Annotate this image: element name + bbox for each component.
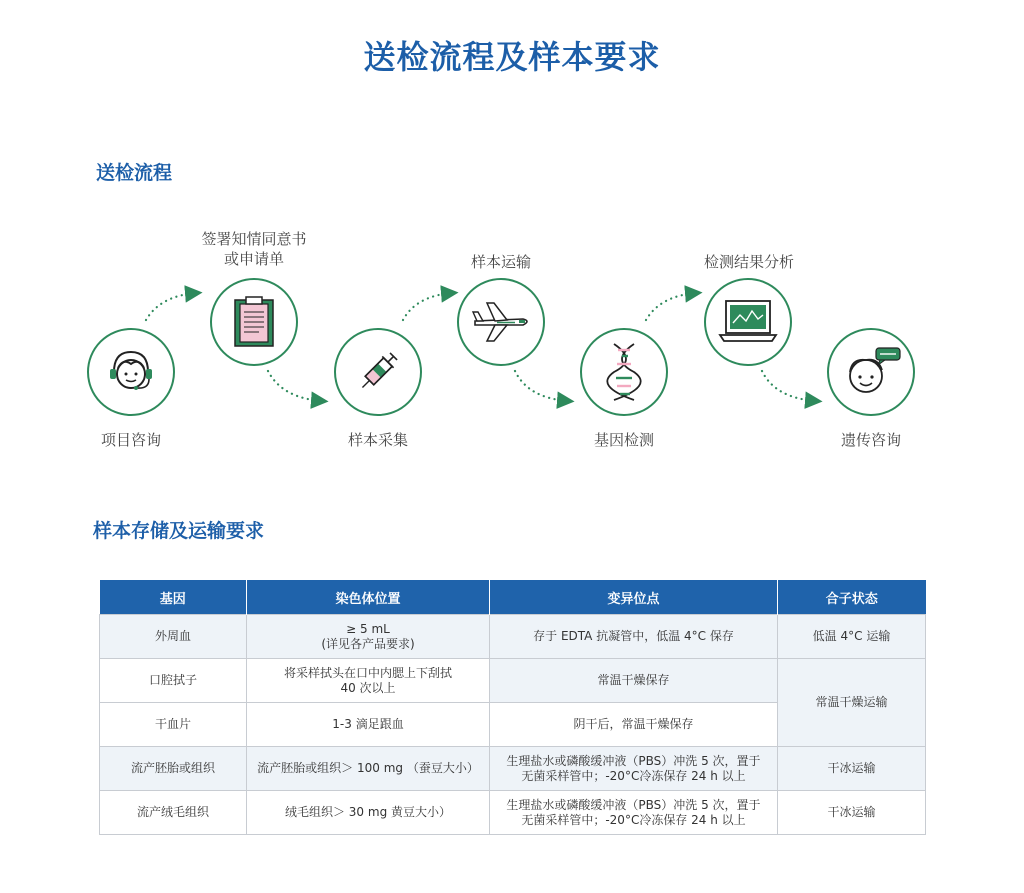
- cell-line: 生理盐水或磷酸缓冲液（PBS）冲洗 5 次，置于: [506, 753, 761, 768]
- column-header: 基因: [100, 580, 247, 615]
- arrow-5: [646, 293, 696, 320]
- requirements-table: [99, 580, 926, 835]
- step-label-genetic-counseling: 遗传咨询: [840, 431, 901, 449]
- cell-line: 无菌采样管中；-20°C冷冻保存 24 h 以上: [521, 812, 746, 827]
- table-header-row: [100, 580, 926, 615]
- table-row: [100, 615, 926, 659]
- step-consultation: [87, 328, 175, 416]
- step-testing: [580, 328, 668, 416]
- arrow-4: [515, 371, 568, 401]
- cell-line: (详见各产品要求): [321, 636, 415, 651]
- step-label-sampling: 样本采集: [347, 431, 408, 449]
- table-cell: 干冰运输: [778, 791, 926, 835]
- step-label-analysis: 检测结果分析: [703, 253, 794, 271]
- table-cell: 干血片: [100, 703, 247, 747]
- arrow-1: [146, 293, 196, 320]
- column-header: 合子状态: [778, 580, 926, 615]
- step-label-consent: [174, 229, 334, 269]
- step-label-consent-line1: 签署知情同意书: [201, 230, 307, 248]
- person-speech-bubble-icon: [838, 342, 904, 402]
- headset-person-icon: [101, 342, 161, 402]
- table-cell: 流产胚胎或组织＞ 100 mg （蚕豆大小）: [247, 747, 490, 791]
- syringe-icon: [350, 344, 406, 400]
- table-cell: 存于 EDTA 抗凝管中，低温 4°C 保存: [490, 615, 778, 659]
- table-cell: 绒毛组织＞ 30 mg 黄豆大小）: [247, 791, 490, 835]
- table-row: [100, 747, 926, 791]
- cell-line: 无菌采样管中；-20°C冷冻保存 24 h 以上: [521, 768, 746, 783]
- airplane-icon: [469, 297, 533, 347]
- step-label-testing: 基因检测: [593, 431, 654, 449]
- column-header: 染色体位置: [247, 580, 490, 615]
- table-cell-merged: 常温干燥运输: [778, 659, 926, 747]
- table-cell: 流产绒毛组织: [100, 791, 247, 835]
- arrow-2: [268, 371, 322, 401]
- arrow-6: [762, 371, 816, 401]
- page-title: 送检流程及样本要求: [363, 38, 661, 76]
- step-analysis: [704, 278, 792, 366]
- step-label-transport: 样本运输: [470, 253, 531, 271]
- step-sampling: [334, 328, 422, 416]
- arrow-3: [403, 293, 452, 320]
- requirements-section-title: 样本存储及运输要求: [93, 520, 265, 542]
- cell-line: 生理盐水或磷酸缓冲液（PBS）冲洗 5 次，置于: [506, 797, 761, 812]
- cell-line: ≥ 5 mL: [346, 621, 390, 636]
- step-transport: [457, 278, 545, 366]
- table-cell: [247, 615, 490, 659]
- table-row: [100, 659, 926, 703]
- table-row: [100, 791, 926, 835]
- cell-line: 将采样拭头在口中内腮上下刮拭: [283, 665, 452, 680]
- table-cell: 常温干燥保存: [490, 659, 778, 703]
- table-cell: 阴干后，常温干燥保存: [490, 703, 778, 747]
- step-label-consultation: 项目咨询: [100, 431, 161, 449]
- table-cell: [490, 747, 778, 791]
- table-cell: [490, 791, 778, 835]
- column-header: 变异位点: [490, 580, 778, 615]
- table-cell: [247, 659, 490, 703]
- step-consent: [210, 278, 298, 366]
- table-cell: 流产胚胎或组织: [100, 747, 247, 791]
- step-label-consent-line2: 或申请单: [223, 250, 284, 268]
- laptop-chart-icon: [718, 297, 778, 347]
- dna-icon: [604, 340, 644, 404]
- table-cell: 低温 4°C 运输: [778, 615, 926, 659]
- table-cell: 1-3 滴足跟血: [247, 703, 490, 747]
- step-genetic-counseling: [827, 328, 915, 416]
- table-cell: 口腔拭子: [100, 659, 247, 703]
- cell-line: 40 次以上: [340, 680, 396, 695]
- process-section-title: 送检流程: [96, 162, 173, 184]
- table-cell: 干冰运输: [778, 747, 926, 791]
- clipboard-document-icon: [229, 294, 279, 350]
- table-cell: 外周血: [100, 615, 247, 659]
